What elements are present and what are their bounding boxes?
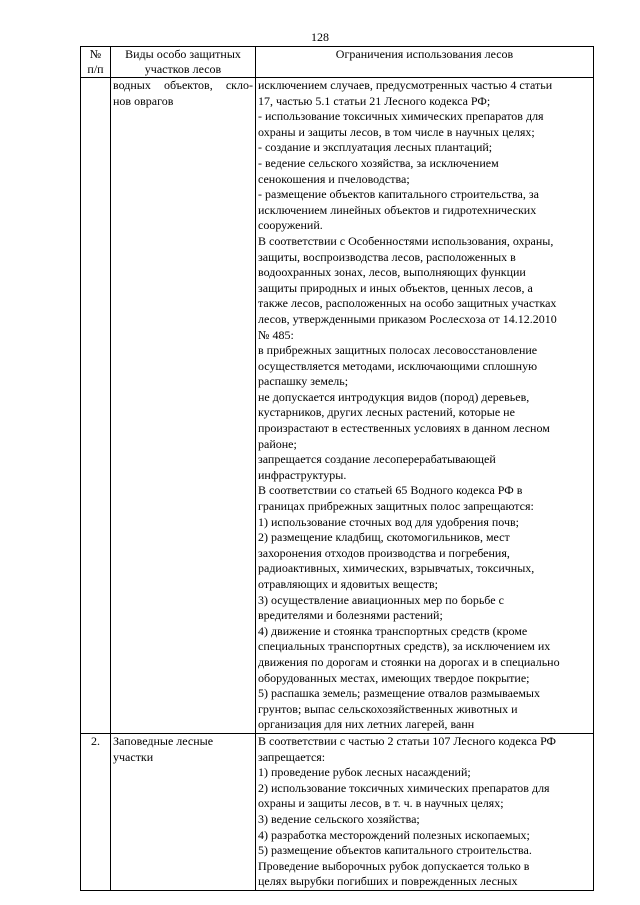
kind-line: водных объектов, скло- (113, 78, 253, 92)
restriction-line: 3) осуществление авиационных мер по борьбе с (258, 592, 504, 607)
restriction-line: специальных транспортных средств), за исключением их (258, 639, 551, 654)
header-kind-line: Виды особо защитных (125, 47, 241, 61)
restriction-line: охраны и защиты лесов, в т. ч. в научных целях; (258, 796, 504, 811)
restriction-line: районе; (258, 436, 297, 451)
table-row (81, 78, 594, 734)
restriction-line: сооружений. (258, 218, 323, 233)
header-number-line: п/п (87, 62, 104, 76)
header-kind (111, 47, 256, 78)
table-header-row (81, 47, 594, 78)
restriction-line: вредителями и болезнями растений; (258, 608, 443, 623)
restriction-line: защиты природных и иных объектов, ценных лесов, а (258, 280, 533, 295)
restriction-line: 2) использование токсичных химических препаратов для (258, 780, 550, 795)
restriction-line: в прибрежных защитных полосах лесовосстановление (258, 343, 538, 358)
restriction-line: Проведение выборочных рубок допускается только в (258, 858, 530, 873)
row-restrictions (256, 733, 594, 890)
header-number (81, 47, 111, 78)
row-restrictions (256, 78, 594, 734)
restriction-line: 5) размещение объектов капитального строительства. (258, 843, 532, 858)
restriction-line: осуществляется методами, исключающими сплошную (258, 358, 538, 373)
restriction-line: захоронения отходов производства и погребения, (258, 545, 510, 560)
restriction-line: 4) движение и стоянка транспортных средств (кроме (258, 623, 528, 638)
restriction-line: инфраструктуры. (258, 467, 347, 482)
restriction-line: 4) разработка месторождений полезных ископаемых; (258, 827, 530, 842)
restriction-line: 5) распашка земель; размещение отвалов размываемых (258, 686, 540, 701)
restriction-line: 2) размещение кладбищ, скотомогильников, мест (258, 530, 510, 545)
restriction-line: целях вырубки погибших и поврежденных лесных (258, 874, 518, 889)
kind-line: Заповедные лесные (113, 733, 214, 748)
restriction-line: лесов, утвержденными приказом Рослесхоза от 14.12.2010 (258, 311, 557, 326)
row-number: 2. (81, 733, 111, 890)
header-number-line: № (89, 47, 102, 61)
restriction-line: 1) использование сточных вод для удобрения почв; (258, 514, 520, 529)
restriction-line: оборудованных местах, имеющих твердое покрытие; (258, 670, 530, 685)
header-restrictions: Ограничения использования лесов (256, 47, 594, 78)
restriction-line: - создание и эксплуатация лесных плантаций; (258, 140, 493, 155)
row-kind (111, 78, 256, 734)
table-row (81, 733, 594, 890)
restriction-line: исключением случаев, предусмотренных частью 4 статьи (258, 78, 553, 92)
restriction-line: также лесов, расположенных на особо защитных участках (258, 296, 557, 311)
restriction-line: - размещение объектов капитального строительства, за (258, 187, 539, 202)
restriction-line: распашку земель; (258, 374, 349, 389)
restriction-line: охраны и защиты лесов, в том числе в научных целях; (258, 124, 535, 139)
restriction-line: грунтов; выпас сельскохозяйственных животных и (258, 701, 518, 716)
header-kind-line: участков лесов (144, 62, 222, 76)
restriction-line: 3) ведение сельского хозяйства; (258, 811, 420, 826)
restriction-line: - использование токсичных химических препаратов для (258, 109, 544, 124)
restriction-line: 1) проведение рубок лесных насаждений; (258, 765, 471, 780)
restriction-line: В соответствии со статьей 65 Водного кодекса РФ в (258, 483, 523, 498)
restriction-line: защиты, воспроизводства лесов, расположенных в (258, 249, 516, 264)
restriction-line: В соответствии с Особенностями использования, охраны, (258, 233, 554, 248)
restriction-line: границах прибрежных защитных полос запрещаются: (258, 499, 534, 514)
restriction-line: запрещается: (258, 749, 326, 764)
restriction-line: произрастают в естественных условиях в данном лесном (258, 421, 550, 436)
row-number (81, 78, 111, 734)
restriction-line: не допускается интродукция видов (пород) деревьев, (258, 389, 530, 404)
restriction-line: 17, частью 5.1 статьи 21 Лесного кодекса РФ; (258, 93, 491, 108)
restriction-line: кустарников, других лесных растений, которые не (258, 405, 515, 420)
restriction-line: запрещается создание лесоперерабатывающей (258, 452, 496, 467)
restriction-line: В соответствии с частью 2 статьи 107 Лесного кодекса РФ (258, 733, 557, 748)
restriction-line: организация для них летних лагерей, ванн (258, 717, 475, 732)
restriction-line: отравляющих и ядовитых веществ; (258, 577, 438, 591)
row-kind (111, 733, 256, 890)
restriction-line: сенокошения и пчеловодства; (258, 171, 410, 186)
restriction-line: движения по дорогам и стоянки на дорогах и в специально (258, 654, 560, 669)
kind-line: участки (113, 749, 154, 764)
restrictions-table (80, 46, 594, 891)
restriction-line: водоохранных зонах, лесов, выполняющих функции (258, 265, 526, 280)
restriction-line: - ведение сельского хозяйства, за исключением (258, 155, 499, 170)
kind-line: нов оврагов (113, 93, 174, 108)
restriction-line: исключением линейных объектов и гидротехнических (258, 202, 537, 217)
restriction-line: радиоактивных, химических, взрывчатых, токсичных, (258, 561, 535, 576)
restriction-line: № 485: (258, 327, 294, 342)
page-number: 128 (311, 30, 329, 44)
